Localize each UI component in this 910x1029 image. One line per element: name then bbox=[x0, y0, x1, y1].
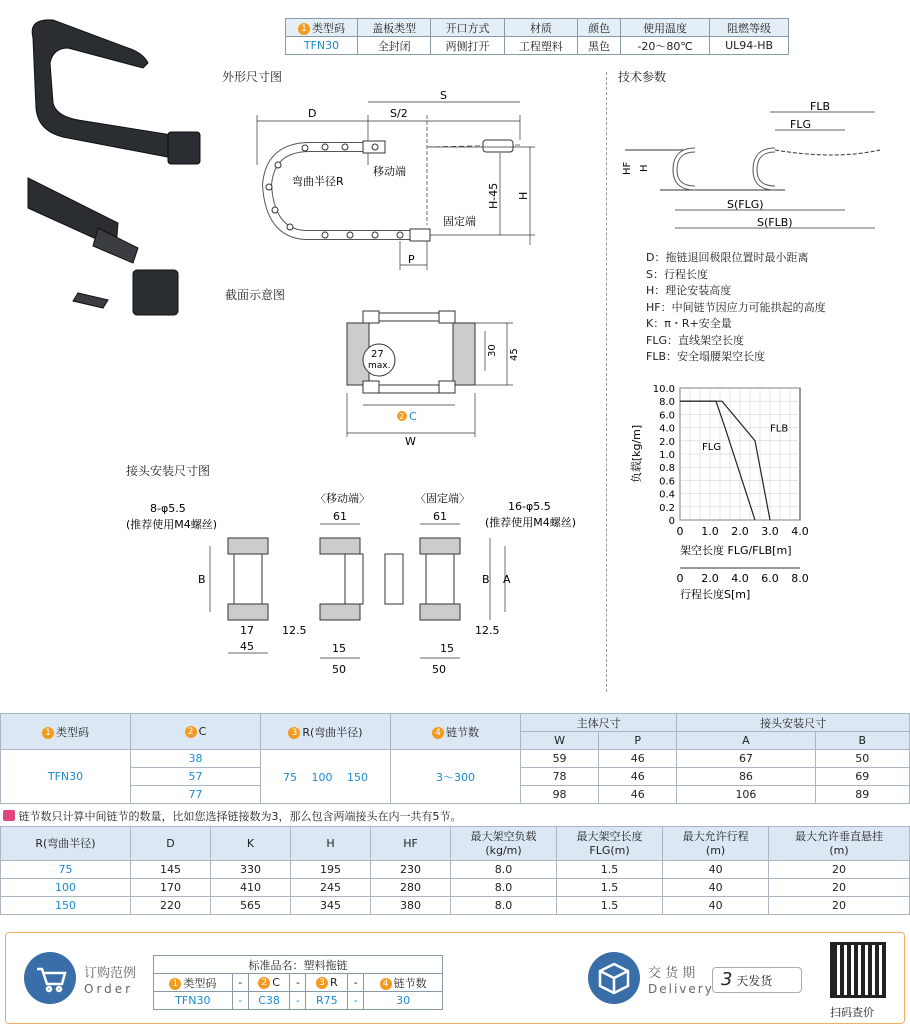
dim-15b: 15 bbox=[440, 642, 454, 655]
label-fixed: 〈固定端〉 bbox=[415, 492, 470, 505]
delivery-title-en: Delivery bbox=[648, 982, 714, 996]
series-label-FLB: FLB bbox=[770, 423, 789, 435]
y-tick-label: 0.2 bbox=[659, 502, 675, 514]
y-tick-label: 0.8 bbox=[659, 463, 675, 475]
legend-item: HF：中间链节因应力可能拱起的高度 bbox=[646, 300, 826, 314]
legend-item: FLG：直线架空长度 bbox=[646, 333, 744, 347]
delivery-days: 3 天发货 bbox=[712, 967, 802, 993]
t3-cell: 565 bbox=[211, 897, 291, 915]
t3-cell: 8.0 bbox=[451, 861, 557, 879]
x-tick-label: 1.0 bbox=[701, 525, 719, 538]
t3-cell: 230 bbox=[371, 861, 451, 879]
dim-15a: 15 bbox=[332, 642, 346, 655]
order-col: - bbox=[232, 974, 248, 992]
t2-header-c: 2 C bbox=[131, 714, 261, 750]
label-max: 27 bbox=[371, 349, 384, 360]
t2-cell: 69 bbox=[815, 768, 909, 786]
t3-cell: 280 bbox=[371, 879, 451, 897]
y-tick-label: 0.4 bbox=[659, 489, 675, 501]
t3-cell: 8.0 bbox=[451, 897, 557, 915]
t2-links: 3～300 bbox=[391, 750, 521, 804]
t3-cell: 380 bbox=[371, 897, 451, 915]
y-tick-label: 0.6 bbox=[659, 476, 675, 488]
order-col: 1 类型码 bbox=[154, 974, 233, 992]
dim-D: D bbox=[308, 107, 317, 120]
legend-item: K：π・R+安全量 bbox=[646, 317, 732, 330]
order-col: - bbox=[290, 974, 306, 992]
t2-cell: 86 bbox=[677, 768, 815, 786]
legend-item: H：理论安装高度 bbox=[646, 284, 732, 297]
outline-drawing bbox=[245, 85, 545, 285]
x-tick-label: 0 bbox=[676, 525, 684, 538]
t2-cell: 106 bbox=[677, 786, 815, 804]
y-tick-label: 6.0 bbox=[659, 410, 675, 422]
t2-cell: 50 bbox=[815, 750, 909, 768]
t3-header: 最大架空负载 (kg/m) bbox=[451, 827, 557, 861]
t3-cell: 40 bbox=[663, 879, 769, 897]
label-bend-radius: 弯曲半径R bbox=[292, 175, 344, 188]
dim-12b: 12.5 bbox=[475, 624, 500, 637]
t3-header: 最大允许行程 (m) bbox=[663, 827, 769, 861]
order-val: C38 bbox=[248, 992, 290, 1010]
t2-header-P: P bbox=[599, 732, 677, 750]
t3-header: HF bbox=[371, 827, 451, 861]
t3-cell: 245 bbox=[291, 879, 371, 897]
t3-header: K bbox=[211, 827, 291, 861]
t3-cell: 150 bbox=[1, 897, 131, 915]
spec-value: -20～80℃ bbox=[621, 37, 710, 55]
spec-header: 开口方式 bbox=[431, 19, 504, 37]
label-max-unit: max. bbox=[368, 361, 391, 371]
x-tick-label: 4.0 bbox=[791, 525, 809, 538]
spec-value: 黑色 bbox=[578, 37, 621, 55]
dim-B2: B bbox=[482, 573, 490, 586]
dim-B1: B bbox=[198, 573, 206, 586]
t3-cell: 20 bbox=[769, 861, 910, 879]
dim-S: S bbox=[440, 89, 447, 102]
t2-c: 77 bbox=[131, 786, 261, 804]
series-label-FLG: FLG bbox=[702, 442, 722, 454]
t3-cell: 100 bbox=[1, 879, 131, 897]
label-SFLB: S(FLB) bbox=[757, 216, 793, 229]
x2-axis-label: 行程长度S[m] bbox=[680, 588, 751, 601]
cart-icon bbox=[24, 952, 76, 1004]
t2-header-body: 主体尺寸 bbox=[521, 714, 677, 732]
dim-45b: 45 bbox=[240, 640, 254, 653]
order-val: - bbox=[232, 992, 248, 1010]
x-tick-label: 3.0 bbox=[761, 525, 779, 538]
qr-code-icon[interactable] bbox=[830, 942, 886, 998]
t3-cell: 1.5 bbox=[557, 897, 663, 915]
spec-value: 全封闭 bbox=[358, 37, 431, 55]
label-moving-end: 移动端 bbox=[373, 165, 406, 178]
x2-tick-label: 0 bbox=[676, 572, 684, 585]
t2-r: 75 100 150 bbox=[261, 750, 391, 804]
dim-12a: 12.5 bbox=[282, 624, 307, 637]
label-fixed-end: 固定端 bbox=[443, 215, 476, 228]
t2-header-joint: 接头安装尺寸 bbox=[677, 714, 910, 732]
label-holes-left: 8-φ5.5 bbox=[150, 502, 186, 515]
cross-title: 截面示意图 bbox=[225, 288, 286, 302]
size-table bbox=[0, 713, 910, 804]
order-val: 30 bbox=[364, 992, 443, 1010]
tech-drawing bbox=[615, 100, 895, 240]
t2-cell: 67 bbox=[677, 750, 815, 768]
t2-header-B: B bbox=[815, 732, 909, 750]
t3-cell: 145 bbox=[131, 861, 211, 879]
spec-header: 材质 bbox=[504, 19, 577, 37]
t3-cell: 8.0 bbox=[451, 879, 557, 897]
label-H: H bbox=[639, 164, 650, 172]
dim-17: 17 bbox=[240, 624, 254, 637]
spec-value: 工程塑料 bbox=[504, 37, 577, 55]
x-tick-label: 2.0 bbox=[731, 525, 749, 538]
t2-header-links: 4 链节数 bbox=[391, 714, 521, 750]
dim-45: 45 bbox=[509, 348, 520, 361]
t2-c: 57 bbox=[131, 768, 261, 786]
y-tick-label: 8.0 bbox=[659, 397, 675, 409]
t3-cell: 75 bbox=[1, 861, 131, 879]
t2-cell: 46 bbox=[599, 786, 677, 804]
dim-H: H bbox=[517, 191, 530, 200]
t2-cell: 98 bbox=[521, 786, 599, 804]
t2-c: 38 bbox=[131, 750, 261, 768]
t3-cell: 1.5 bbox=[557, 861, 663, 879]
t3-cell: 20 bbox=[769, 897, 910, 915]
legend-item: S：行程长度 bbox=[646, 267, 708, 281]
joint-title: 接头安装尺寸图 bbox=[126, 464, 211, 478]
spec-header-type: 1 类型码 bbox=[286, 19, 358, 37]
y-tick-label: 4.0 bbox=[659, 423, 675, 435]
x-axis-label: 架空长度 FLG/FLB[m] bbox=[680, 544, 792, 557]
y-tick-label: 1.0 bbox=[659, 450, 675, 461]
divider bbox=[606, 72, 607, 692]
product-photo bbox=[8, 8, 208, 328]
t2-cell: 46 bbox=[599, 768, 677, 786]
order-val: TFN30 bbox=[154, 992, 233, 1010]
param-table bbox=[0, 826, 910, 915]
label-moving: 〈移动端〉 bbox=[315, 492, 370, 505]
dim-50b: 50 bbox=[432, 663, 446, 676]
dim-W: W bbox=[405, 435, 416, 448]
dim-30: 30 bbox=[487, 344, 498, 357]
dim-S2: S/2 bbox=[390, 107, 408, 120]
scan-label: 扫码查价 bbox=[830, 1006, 874, 1019]
label-rec-right: (推荐使用M4螺丝) bbox=[485, 516, 577, 529]
label-SFLG: S(FLG) bbox=[727, 198, 764, 211]
order-val: - bbox=[290, 992, 306, 1010]
order-std-name: 标准品名：塑料拖链 bbox=[154, 956, 443, 974]
t2-cell: 78 bbox=[521, 768, 599, 786]
t3-cell: 220 bbox=[131, 897, 211, 915]
t3-cell: 330 bbox=[211, 861, 291, 879]
dim-50a: 50 bbox=[332, 663, 346, 676]
y-tick-label: 10.0 bbox=[652, 384, 675, 395]
dim-C: C bbox=[409, 410, 417, 423]
t3-header: 最大架空长度 FLG(m) bbox=[557, 827, 663, 861]
cross-section-drawing bbox=[335, 305, 535, 455]
spec-value: 两侧打开 bbox=[431, 37, 504, 55]
t2-header-type: 1 类型码 bbox=[1, 714, 131, 750]
t3-cell: 40 bbox=[663, 861, 769, 879]
spec-table bbox=[285, 18, 789, 55]
dim-61a: 61 bbox=[333, 510, 347, 523]
label-holes-right: 16-φ5.5 bbox=[508, 500, 551, 513]
legend-item: FLB：安全塌腰架空长度 bbox=[646, 350, 766, 363]
spec-header: 使用温度 bbox=[621, 19, 710, 37]
y-tick-label: 0 bbox=[668, 516, 675, 527]
c-num: 2 bbox=[399, 412, 405, 421]
order-title-en: Order bbox=[84, 982, 134, 996]
x2-tick-label: 6.0 bbox=[761, 572, 779, 585]
x2-tick-label: 8.0 bbox=[791, 572, 809, 585]
label-rec-left: (推荐使用M4螺丝) bbox=[126, 518, 218, 531]
y-tick-label: 2.0 bbox=[659, 436, 675, 448]
dim-H45: H-45 bbox=[487, 182, 500, 209]
order-col: 3 R bbox=[306, 974, 348, 992]
dim-61b: 61 bbox=[433, 510, 447, 523]
box-icon bbox=[588, 952, 640, 1004]
dim-A: A bbox=[503, 573, 511, 586]
t2-header-A: A bbox=[677, 732, 815, 750]
label-Hf: HF bbox=[622, 161, 633, 175]
dim-P: P bbox=[408, 253, 415, 266]
load-chart bbox=[625, 380, 815, 620]
tech-title: 技术参数 bbox=[618, 70, 667, 84]
t2-cell: 89 bbox=[815, 786, 909, 804]
legend-item: D：拖链退回极限位置时最小距离 bbox=[646, 251, 809, 264]
t3-cell: 20 bbox=[769, 879, 910, 897]
t3-cell: 170 bbox=[131, 879, 211, 897]
label-FLG: FLG bbox=[790, 118, 811, 131]
order-col: 4 链节数 bbox=[364, 974, 443, 992]
order-title: 订购范例 bbox=[84, 966, 137, 981]
t2-header-W: W bbox=[521, 732, 599, 750]
t2-type: TFN30 bbox=[1, 750, 131, 804]
label-FLB: FLB bbox=[810, 100, 831, 113]
spec-header: 阻燃等级 bbox=[710, 19, 789, 37]
t3-cell: 1.5 bbox=[557, 879, 663, 897]
order-col: - bbox=[348, 974, 364, 992]
t2-cell: 46 bbox=[599, 750, 677, 768]
t3-cell: 410 bbox=[211, 879, 291, 897]
note-icon bbox=[3, 810, 15, 821]
t3-cell: 40 bbox=[663, 897, 769, 915]
order-table bbox=[153, 955, 443, 1010]
order-val: - bbox=[348, 992, 364, 1010]
t3-header: R(弯曲半径) bbox=[1, 827, 131, 861]
x2-tick-label: 4.0 bbox=[731, 572, 749, 585]
outline-title: 外形尺寸图 bbox=[222, 70, 283, 84]
t3-cell: 345 bbox=[291, 897, 371, 915]
spec-value: UL94-HB bbox=[710, 37, 789, 55]
t2-header-r: 3 R(弯曲半径) bbox=[261, 714, 391, 750]
t3-header: D bbox=[131, 827, 211, 861]
t2-cell: 59 bbox=[521, 750, 599, 768]
order-col: 2 C bbox=[248, 974, 290, 992]
x2-tick-label: 2.0 bbox=[701, 572, 719, 585]
spec-header: 盖板类型 bbox=[358, 19, 431, 37]
spec-header: 颜色 bbox=[578, 19, 621, 37]
t3-header: H bbox=[291, 827, 371, 861]
spec-value: TFN30 bbox=[286, 37, 358, 55]
legend bbox=[646, 250, 826, 366]
note: 链节数只计算中间链节的数量，比如您选择链接数为3，那么包含两端接头在内一共有5节。 bbox=[3, 808, 462, 824]
joint-drawing bbox=[110, 488, 577, 676]
y-axis-label: 负载[kg/m] bbox=[630, 424, 643, 484]
t3-header: 最大允许垂直悬挂 (m) bbox=[769, 827, 910, 861]
t3-cell: 195 bbox=[291, 861, 371, 879]
order-val: R75 bbox=[306, 992, 348, 1010]
delivery-title: 交 货 期 bbox=[648, 966, 696, 981]
